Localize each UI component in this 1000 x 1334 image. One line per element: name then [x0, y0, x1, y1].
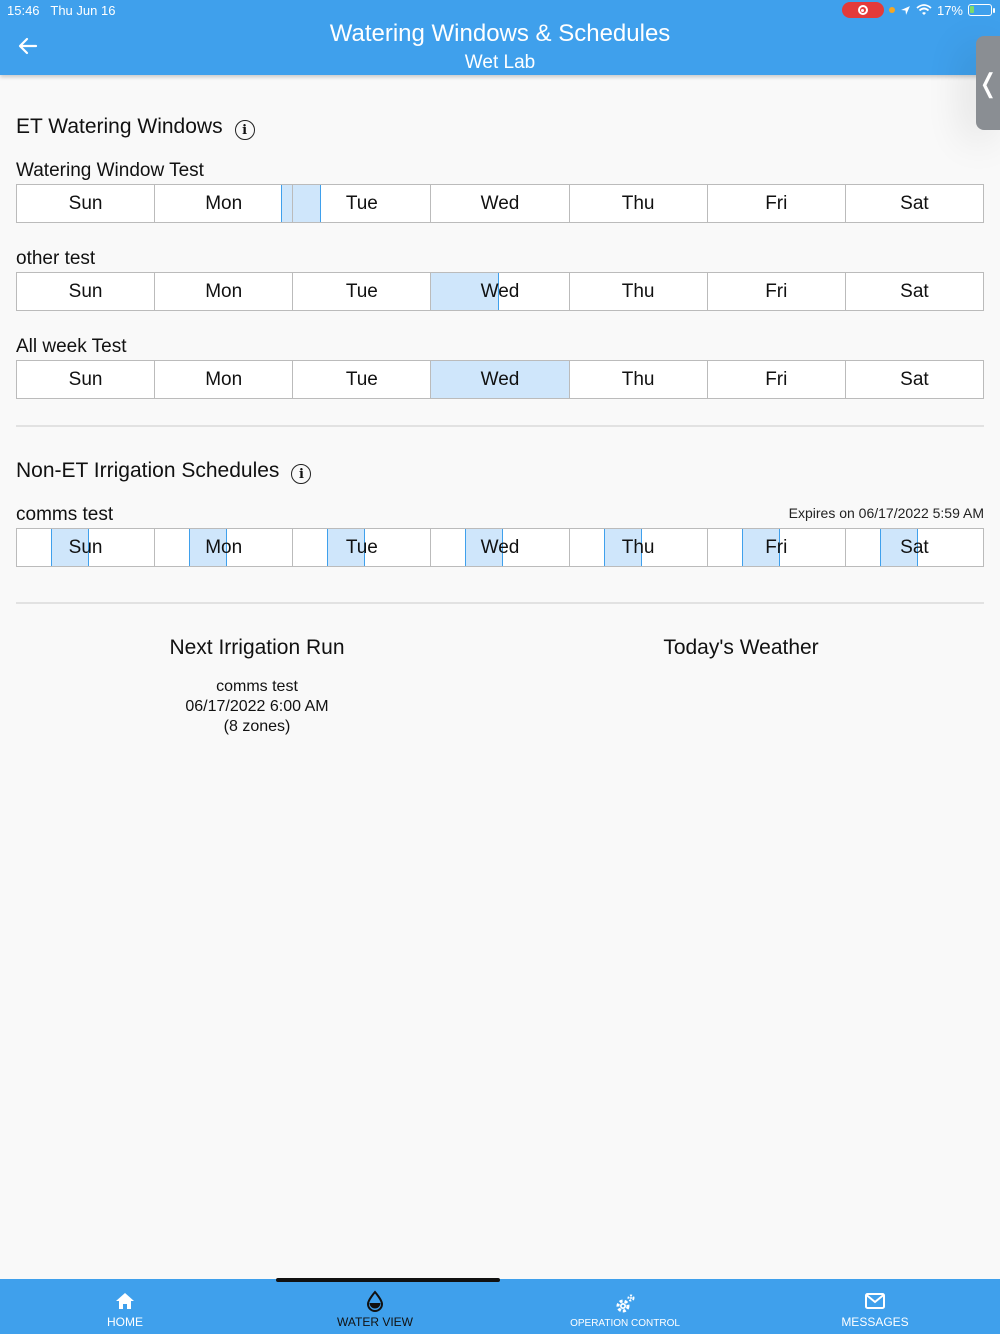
info-icon[interactable]: i [291, 464, 311, 484]
day-cell-fri[interactable]: Fri [708, 361, 846, 398]
next-run-datetime: 06/17/2022 6:00 AM [185, 698, 329, 715]
day-cell-sat[interactable]: Sat [900, 368, 929, 390]
week-grid [16, 360, 984, 399]
location-icon [900, 5, 911, 16]
day-cell-mon[interactable]: Mon [155, 361, 293, 398]
day-cell-tue[interactable]: Tue [293, 185, 431, 222]
day-cell-fri[interactable]: Fri [708, 185, 846, 222]
tab-messages[interactable] [750, 1279, 1000, 1334]
et-section-title [16, 114, 255, 140]
home-indicator [276, 1278, 500, 1282]
week-grid [16, 528, 984, 567]
non-et-section-title [16, 458, 311, 484]
day-cell-fri[interactable]: Fri [708, 529, 846, 566]
tab-messages-label: MESSAGES [841, 1315, 909, 1329]
tab-home-label: HOME [107, 1315, 143, 1329]
tab-water-view-label: WATER VIEW [337, 1315, 413, 1329]
next-run-info [157, 677, 357, 737]
day-cell-mon[interactable]: Mon [155, 185, 293, 222]
non-et-section-title-text: Non-ET Irrigation Schedules [16, 459, 280, 482]
chevron-left-icon: ❬ [977, 67, 999, 98]
gears-icon [613, 1292, 637, 1316]
day-cell-wed[interactable]: Wed [431, 185, 569, 222]
day-cell-tue[interactable]: Tue [293, 361, 431, 398]
day-cell-wed[interactable]: Wed [431, 361, 569, 398]
day-cell-sun[interactable]: Sun [17, 529, 155, 566]
day-cell-mon[interactable]: Mon [155, 529, 293, 566]
info-icon[interactable]: i [235, 120, 255, 140]
tab-water-view[interactable] [250, 1279, 500, 1334]
wifi-icon [916, 4, 932, 16]
window-label: other test [16, 248, 96, 269]
section-divider [16, 602, 984, 604]
day-cell-mon[interactable]: Mon [155, 273, 293, 310]
water-drop-icon [363, 1289, 387, 1313]
page-title: Watering Windows & Schedules [329, 20, 671, 47]
app-header [0, 0, 1000, 75]
et-section-title-text: ET Watering Windows [16, 115, 223, 138]
day-cell-sun[interactable]: Sun [17, 273, 155, 310]
day-cell-sat[interactable]: Sat [900, 280, 929, 302]
weather-title: Today's Weather [663, 636, 819, 659]
day-cell-tue[interactable]: Tue [293, 273, 431, 310]
schedule-label: comms test [16, 504, 114, 525]
week-grid [16, 184, 984, 223]
tab-home[interactable] [0, 1279, 250, 1334]
next-run-zones: (8 zones) [223, 718, 291, 735]
day-cell-sun[interactable]: Sun [17, 185, 155, 222]
window-highlight [293, 185, 321, 222]
window-highlight [281, 185, 293, 222]
envelope-icon [863, 1289, 887, 1313]
day-cell-fri[interactable]: Fri [708, 273, 846, 310]
screen-record-icon [842, 2, 884, 18]
day-cell-sat[interactable]: Sat [846, 529, 983, 566]
tab-operation-control-label: OPERATION CONTROL [570, 1318, 680, 1329]
mic-indicator-icon [889, 7, 895, 13]
day-cell-tue[interactable]: Tue [293, 529, 431, 566]
week-grid [16, 272, 984, 311]
home-icon [113, 1289, 137, 1313]
day-cell-thu[interactable]: Thu [570, 273, 708, 310]
schedule-expires: Expires on 06/17/2022 5:59 AM [788, 505, 984, 521]
side-drawer-handle[interactable] [976, 36, 1000, 130]
window-label: All week Test [16, 336, 127, 357]
tab-operation-control[interactable] [500, 1279, 750, 1334]
page-subtitle: Wet Lab [464, 52, 536, 73]
day-cell-wed[interactable]: Wed [431, 529, 569, 566]
status-date: Thu Jun 16 [50, 3, 116, 18]
day-cell-thu[interactable]: Thu [570, 185, 708, 222]
day-cell-sat[interactable]: Sat [900, 192, 929, 214]
battery-percent: 17% [936, 2, 963, 18]
day-cell-thu[interactable]: Thu [570, 529, 708, 566]
battery-icon [968, 4, 992, 16]
next-run-title: Next Irrigation Run [169, 636, 345, 659]
status-time: 15:46 Thu Jun 16 [7, 3, 116, 18]
day-cell-sun[interactable]: Sun [17, 361, 155, 398]
bottom-tab-bar [0, 1279, 1000, 1334]
day-cell-wed[interactable]: Wed [431, 273, 569, 310]
status-icons [842, 2, 992, 18]
next-run-name: comms test [216, 678, 298, 695]
section-divider [16, 425, 984, 427]
window-label: Watering Window Test [16, 160, 204, 181]
day-cell-thu[interactable]: Thu [570, 361, 708, 398]
